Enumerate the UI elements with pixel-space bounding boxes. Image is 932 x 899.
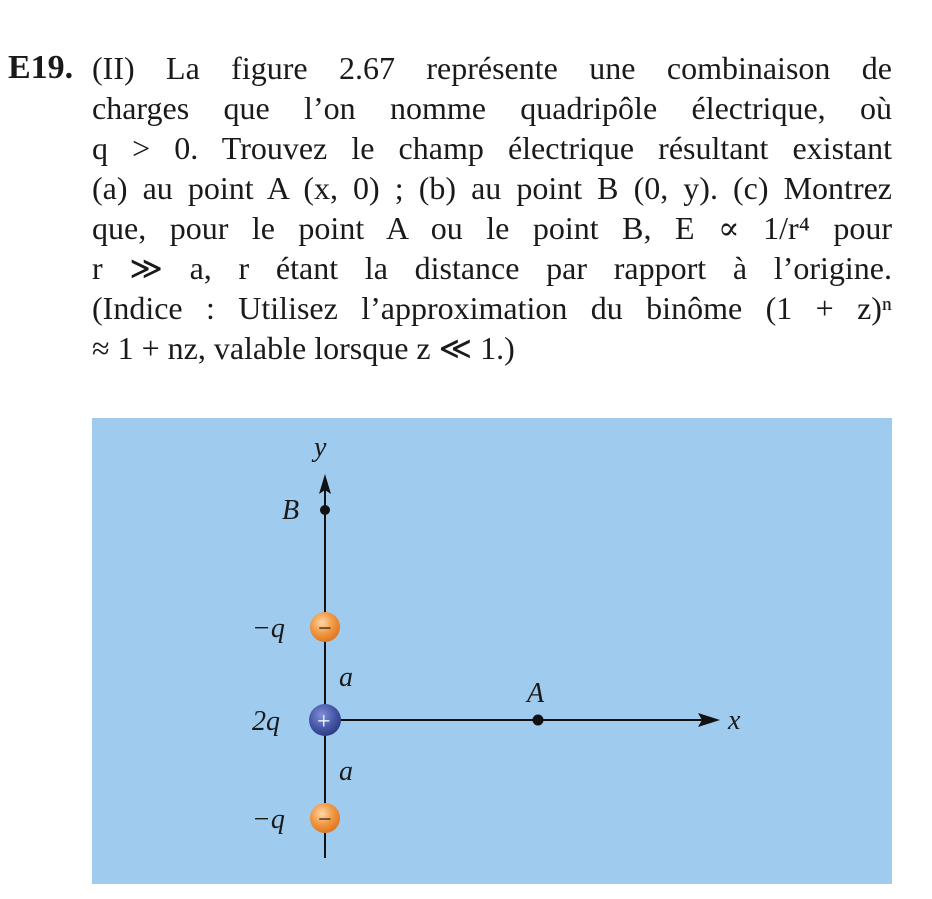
quadrupole-diagram: [92, 418, 892, 884]
point-A-label: A: [527, 678, 545, 709]
charge-top-sign: −: [318, 616, 332, 642]
problem-line-6: r ≫ a, r étant la distance par rapport à l’origine.: [92, 250, 892, 286]
y-axis-label: y: [314, 432, 327, 463]
charge-bottom-label: −q: [252, 804, 285, 835]
problem-line-7: (Indice : Utilisez l’approximation du binôme (1 + z)ⁿ: [92, 290, 892, 326]
charge-center-label: 2q: [252, 706, 280, 737]
charge-bottom-sign: −: [318, 807, 332, 833]
problem-line-5: que, pour le point A ou le point B, E ∝ 1/r⁴ pour: [92, 210, 892, 246]
point-B: [320, 505, 330, 515]
problem-line-8: ≈ 1 + nz, valable lorsque z ≪ 1.): [92, 330, 515, 366]
problem-number: E19.: [8, 49, 74, 86]
point-A: [533, 715, 544, 726]
charge-center-sign: +: [317, 709, 331, 735]
charge-top-label: −q: [252, 613, 285, 644]
problem-line-4: (a) au point A (x, 0) ; (b) au point B (0, y). (c) Montrez: [92, 170, 892, 206]
problem-line-1: (II) La figure 2.67 représente une combinaison de: [92, 50, 892, 86]
problem-line-2: charges que l’on nomme quadripôle électrique, où: [92, 90, 892, 126]
problem-line-3: q > 0. Trouvez le champ électrique résultant existant: [92, 130, 892, 166]
point-B-label: B: [282, 495, 300, 526]
spacing-label-lower: a: [339, 756, 353, 787]
quadrupole-figure: [92, 418, 892, 884]
x-axis-label: x: [728, 705, 741, 736]
spacing-label-upper: a: [339, 662, 353, 693]
